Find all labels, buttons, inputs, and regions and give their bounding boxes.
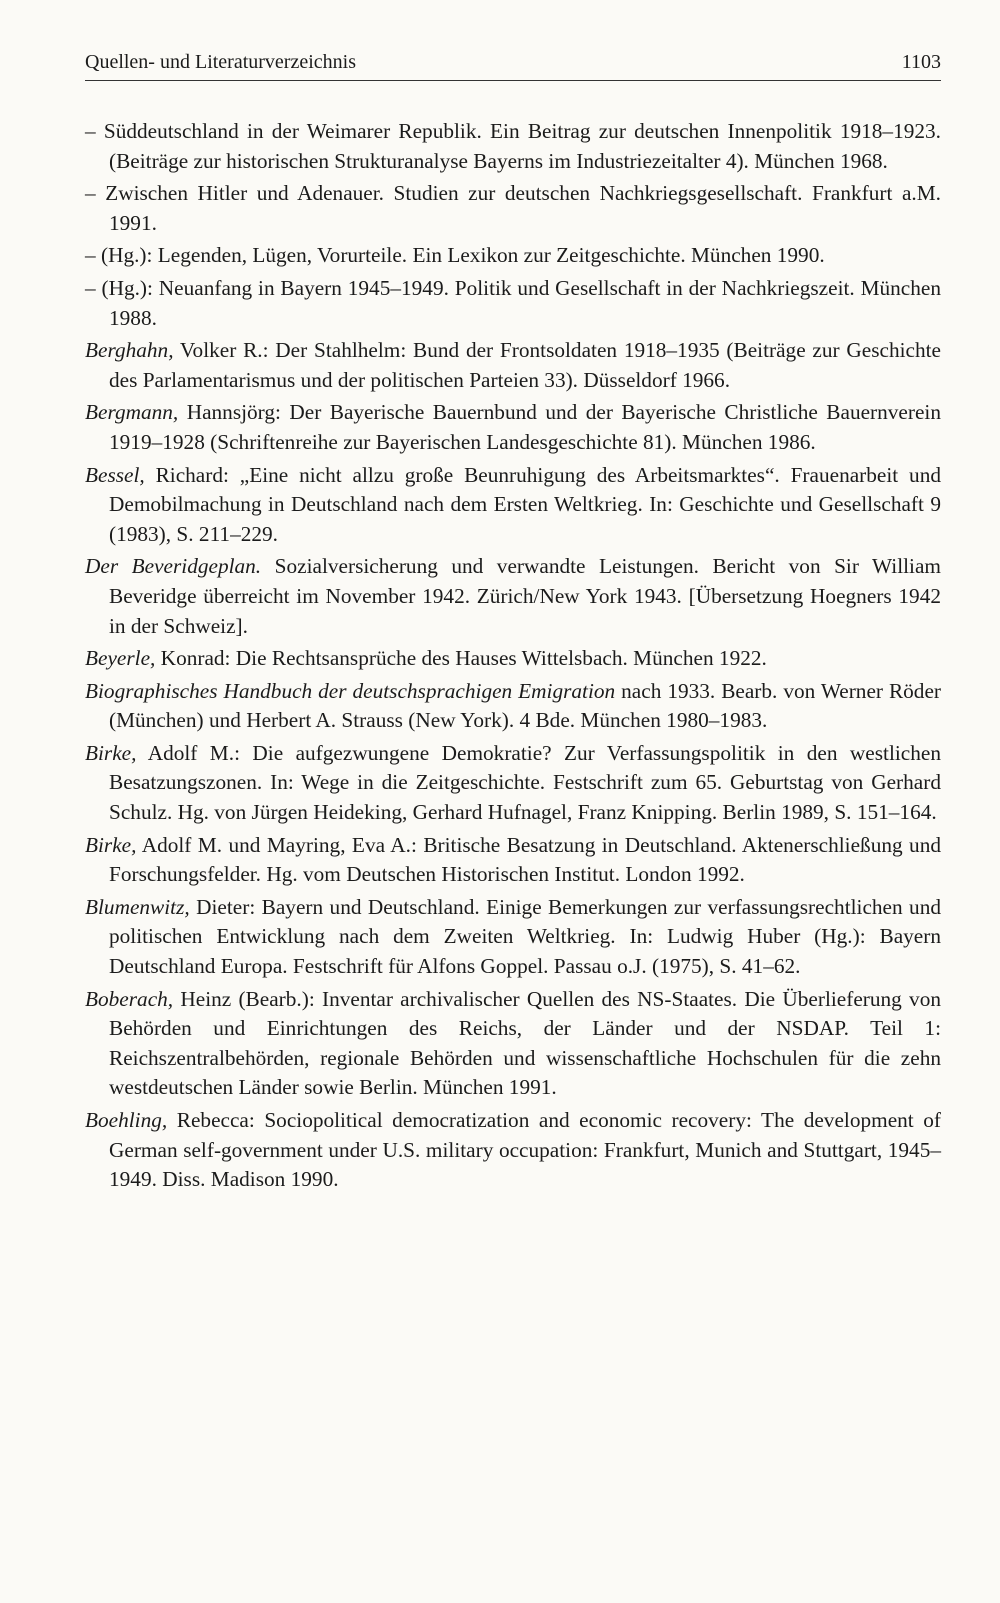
entry-text: Volker R.: Der Stahlhelm: Bund der Frontsoldaten 1918–1935 (Beiträge zur Geschichte des Parlamentarismus und der politischen Parteien 33). Düsseldorf 1966.: [109, 338, 941, 392]
bibliography-entry: [85, 461, 941, 550]
bibliography-entry: [85, 179, 941, 238]
bibliography-entry: [85, 117, 941, 176]
entry-text: Hannsjörg: Der Bayerische Bauernbund und der Bayerische Christliche Bauernverein 1919–1928 (Schriftenreihe zur Bayerischen Landesgeschichte 81). München 1986.: [109, 400, 941, 454]
entry-text: – (Hg.): Legenden, Lügen, Vorurteile. Ein Lexikon zur Zeitgeschichte. München 1990.: [85, 243, 825, 268]
bibliography-entry: [85, 893, 941, 982]
bibliography-entry: [85, 552, 941, 641]
bibliography-entry: [85, 644, 941, 674]
bibliography-entry: [85, 1106, 941, 1195]
entry-author: Birke,: [85, 740, 137, 765]
entry-text: Richard: „Eine nicht allzu große Beunruhigung des Arbeitsmarktes“. Frauenarbeit und Demobilmachung in Deutschland nach dem Ersten Weltkrieg. In: Geschichte und Gesellschaft 9 (1983), S. 211–229.: [109, 462, 941, 546]
entry-author: Blumenwitz,: [85, 894, 190, 919]
bibliography-entry: [85, 831, 941, 890]
header-title: Quellen- und Literaturverzeichnis: [85, 51, 356, 73]
entry-text: Dieter: Bayern und Deutschland. Einige Bemerkungen zur verfassungsrechtlichen und politischen Entwicklung nach dem Zweiten Weltkrieg. In: Ludwig Huber (Hg.): Bayern Deutschland Europa. Festschrift für Alfons Goppel. Passau o.J. (1975), S. 41–62.: [109, 894, 941, 979]
entry-text: Sozialversicherung und verwandte Leistungen. Bericht von Sir William Beveridge überreicht im November 1942. Zürich/New York 1943. [Übersetzung Hoegners 1942 in der Schweiz].: [109, 554, 941, 638]
entry-author: Bergmann,: [85, 400, 179, 425]
entry-text: – Süddeutschland in der Weimarer Republik. Ein Beitrag zur deutschen Innenpolitik 1918–1923. (Beiträge zur historischen Strukturanalyse Bayerns im Industriezeitalter 4). München 1968.: [85, 119, 941, 173]
entry-text: Konrad: Die Rechtsansprüche des Hauses Wittelsbach. München 1922.: [155, 646, 767, 671]
bibliography-entry: [85, 985, 941, 1103]
entry-author: Boberach,: [85, 986, 174, 1011]
page-number: 1103: [901, 51, 941, 73]
bibliography-entry: [85, 274, 941, 333]
entry-text: Adolf M. und Mayring, Eva A.: Britische Besatzung in Deutschland. Aktenerschließung und Forschungsfelder. Hg. vom Deutschen Historischen Institut. London 1992.: [109, 832, 941, 887]
bibliography-entry: [85, 336, 941, 395]
entry-text: Rebecca: Sociopolitical democratization and economic recovery: The development of German self-government under U.S. military occupation: Frankfurt, Munich and Stuttgart, 1945–1949. Diss. Madison 1990.: [109, 1108, 941, 1192]
entry-text: – (Hg.): Neuanfang in Bayern 1945–1949. Politik und Gesellschaft in der Nachkriegszeit. München 1988.: [85, 275, 941, 330]
entry-author: Biographisches Handbuch der deutschsprachigen Emigration: [85, 678, 616, 703]
bibliography-list: [85, 117, 941, 1198]
entry-author: Bessel,: [85, 462, 145, 487]
running-header: [85, 47, 941, 81]
bibliography-entry: [85, 398, 941, 457]
entry-text: Heinz (Bearb.): Inventar archivalischer Quellen des NS-Staates. Die Überlieferung von Behörden und Einrichtungen des Reichs, der Länder und der NSDAP. Teil 1: Reichszentralbehörden, regionale Behörden und wissenschaftliche Hochschulen für die zehn westdeutschen Länder sowie Berlin. München 1991.: [109, 986, 941, 1100]
entry-text: – Zwischen Hitler und Adenauer. Studien zur deutschen Nachkriegsgesellschaft. Frankfurt a.M. 1991.: [85, 181, 941, 235]
entry-author: Berghahn,: [85, 338, 174, 363]
entry-author: Birke,: [85, 832, 137, 857]
bibliography-entry: [85, 677, 941, 736]
entry-text: Adolf M.: Die aufgezwungene Demokratie? Zur Verfassungspolitik in den westlichen Besatzungszonen. In: Wege in die Zeitgeschichte. Festschrift zum 65. Geburtstag von Gerhard Schulz. Hg. von Jürgen Heideking, Gerhard Hufnagel, Franz Knipping. Berlin 1989, S. 151–164.: [109, 740, 941, 825]
entry-author: Beyerle,: [85, 646, 156, 671]
entry-author: Boehling,: [85, 1108, 168, 1132]
entry-text: nach 1933. Bearb. von Werner Röder (München) und Herbert A. Strauss (New York). 4 Bde. München 1980–1983.: [109, 678, 941, 733]
bibliography-entry: [85, 241, 941, 271]
bibliography-entry: [85, 739, 941, 828]
entry-author: Der Beveridgeplan.: [85, 554, 262, 579]
